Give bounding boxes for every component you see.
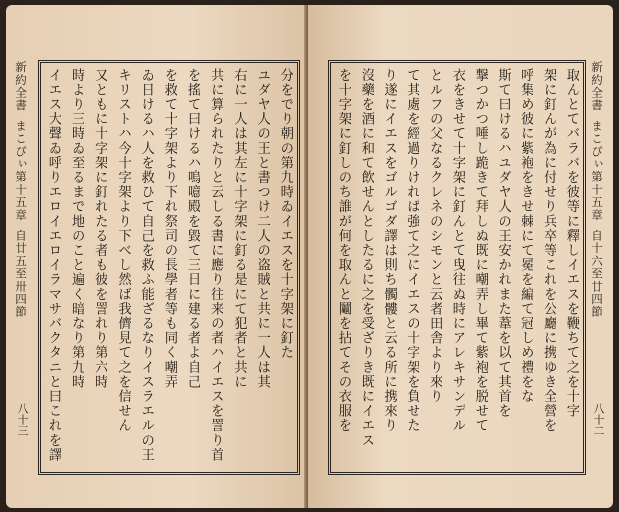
right-page [308, 5, 613, 508]
chapter-label: まこぴぃ第十五章 [590, 119, 604, 222]
right-page-header [590, 61, 603, 318]
text-column: とルフの父なるクレネのシモンと云者田舎より來り [427, 68, 443, 404]
running-title: 新約全書 [590, 61, 604, 112]
text-column: キリストハ今十字架より下べし然ば我儕見て之を信せん [115, 68, 131, 433]
text-column: 又ともに十字架に釘れたる者も彼を詈れり第六時 [92, 68, 108, 390]
running-title: 新約全書 [14, 61, 28, 112]
text-column: 取んとてバラバを彼等に釋しイエスを鞭ちて之を十字 [563, 68, 579, 419]
text-columns [45, 68, 293, 467]
verse-range: 自廿五至卅四節 [14, 229, 28, 319]
text-column: り遂にイエスをゴルゴダ譯は則ち髑髏と云る所に携來り [381, 68, 397, 433]
text-frame [38, 60, 300, 475]
text-column: イエス大聲ゐ呼りエロイエロイラマサバクタニと曰これを譯 [46, 68, 61, 463]
text-column: 時より三時ゐ至るまで地のこと遍く暗なり第九時 [69, 68, 85, 390]
text-column: 共に算られたりと云しる書に應り往来の者ハイエスを詈り首 [208, 68, 224, 463]
page-number: 八十三 [16, 403, 29, 436]
text-frame [328, 60, 586, 475]
text-column: 分をでり朝の第九時ゐイエスを十字架に釘た [277, 68, 293, 360]
left-page [6, 5, 306, 508]
text-column: 撃つかつ唾し跪きて拜しぬ既に嘲弄し畢て紫袍を脱せて [472, 68, 488, 433]
text-column: 衣をきせて十字架に釘んとて曳往ぬ時にアレキサンデル [449, 68, 465, 433]
text-column: 沒藥を酒に和て飲せんとしたるに之を受ざりき既にイエス [358, 68, 374, 448]
text-column: を搖て曰けるハ嗚噫殿を毀て三日に建る者よ自己 [185, 68, 201, 390]
text-column: 呼集め彼に紫袍をきせ棘にて冕を編て冠しめ禮をな [518, 68, 534, 404]
text-column: を救て十字架より下れ祭司の長學者等も同く嘲弄 [161, 68, 177, 390]
verse-range: 自十六至廿四節 [590, 229, 604, 319]
text-column: 架に釘んが為に付せり兵卒等これを公廳に携ゆき全營を [541, 68, 557, 433]
open-book [6, 5, 613, 508]
page-number: 八十二 [592, 403, 605, 436]
text-column: 斯て曰けるハユダヤ人の王安かれまた葦を以て其首を [495, 68, 511, 419]
text-column: ゐ日けるハ人を救ひて自己を救ふ能ざるなりイスラエルの王 [138, 68, 154, 463]
left-page-header [14, 61, 27, 318]
text-column: を十字架に釘しのち誰が何を取んと鬮を拈てその衣服を [336, 68, 351, 433]
text-columns [335, 68, 579, 467]
text-column: て其處を經過りければ強て之にイエスの十字架を負せた [404, 68, 420, 433]
chapter-label: まこぴぃ第十五章 [14, 119, 28, 222]
text-column: 右に一人は其左に十字架に釘る是にて犯者と共に [231, 68, 247, 390]
text-column: ユダヤ人の王と書つけ二人の盗賊と共に一人は其 [254, 68, 270, 390]
